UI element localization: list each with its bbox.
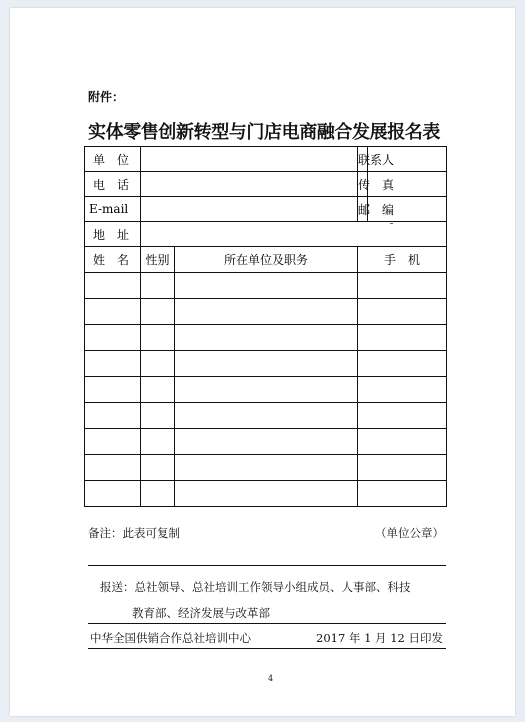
name-cell[interactable] [85,403,141,429]
gender-cell[interactable] [141,273,175,299]
table-row [85,481,447,507]
name-cell[interactable] [85,481,141,507]
divider-bottom [88,648,446,649]
address-field[interactable] [141,222,447,247]
note-text: 备注：此表可复制 [88,526,180,540]
unit-position-cell[interactable] [175,455,358,481]
email-field[interactable] [141,197,358,222]
registration-table [84,146,447,507]
mobile-cell[interactable] [358,481,447,507]
unit-position-cell[interactable] [175,299,358,325]
form-title: 实体零售创新转型与门店电商融合发展报名表 [88,122,440,143]
distribution-line-1: 报送：总社领导、总社培训工作领导小组成员、人事部、科技 [100,580,411,594]
gender-cell[interactable] [141,299,175,325]
email-label: E-mail [85,197,141,222]
fax-label: 传 真 [358,172,368,197]
unit-position-cell[interactable] [175,429,358,455]
gender-cell[interactable] [141,325,175,351]
mobile-cell[interactable] [358,455,447,481]
table-row [85,351,447,377]
mobile-cell[interactable] [358,429,447,455]
column-header-name: 姓 名 [85,247,141,273]
phone-field[interactable] [141,172,358,197]
gender-cell[interactable] [141,351,175,377]
column-header-mobile: 手 机 [358,247,447,273]
column-header-unit-position: 所在单位及职务 [175,247,358,273]
unit-position-cell[interactable] [175,481,358,507]
seal-text: （单位公章） [375,526,444,540]
table-row [85,273,447,299]
stray-mark [390,223,393,224]
name-cell[interactable] [85,351,141,377]
divider-middle [88,623,446,624]
issue-date: 2017 年 1 月 12 日印发 [316,631,443,645]
address-label: 地 址 [85,222,141,247]
attachment-label: 附件： [88,90,125,104]
unit-position-cell[interactable] [175,273,358,299]
table-row [85,429,447,455]
table-row [85,403,447,429]
phone-label: 电 话 [85,172,141,197]
name-cell[interactable] [85,299,141,325]
gender-cell[interactable] [141,377,175,403]
gender-cell[interactable] [141,481,175,507]
unit-position-cell[interactable] [175,403,358,429]
name-cell[interactable] [85,325,141,351]
table-row [85,325,447,351]
gender-cell[interactable] [141,429,175,455]
unit-field[interactable] [141,147,358,172]
name-cell[interactable] [85,377,141,403]
distribution-line-2: 教育部、经济发展与改革部 [132,606,270,620]
divider-top [88,565,446,566]
mobile-cell[interactable] [358,377,447,403]
gender-cell[interactable] [141,455,175,481]
name-cell[interactable] [85,273,141,299]
unit-position-cell[interactable] [175,351,358,377]
unit-position-cell[interactable] [175,377,358,403]
unit-position-cell[interactable] [175,325,358,351]
column-header-gender: 性别 [141,247,175,273]
table-row [85,299,447,325]
mobile-cell[interactable] [358,351,447,377]
mobile-cell[interactable] [358,403,447,429]
issuer-text: 中华全国供销合作总社培训中心 [90,631,251,645]
mobile-cell[interactable] [358,273,447,299]
document-page [10,8,515,716]
gender-cell[interactable] [141,403,175,429]
table-row [85,377,447,403]
contact-label: 联系人 [358,147,368,172]
name-cell[interactable] [85,455,141,481]
unit-label: 单 位 [85,147,141,172]
postcode-label: 邮 编 [358,197,368,222]
mobile-cell[interactable] [358,325,447,351]
name-cell[interactable] [85,429,141,455]
table-row [85,455,447,481]
mobile-cell[interactable] [358,299,447,325]
page-number: 4 [268,674,274,683]
